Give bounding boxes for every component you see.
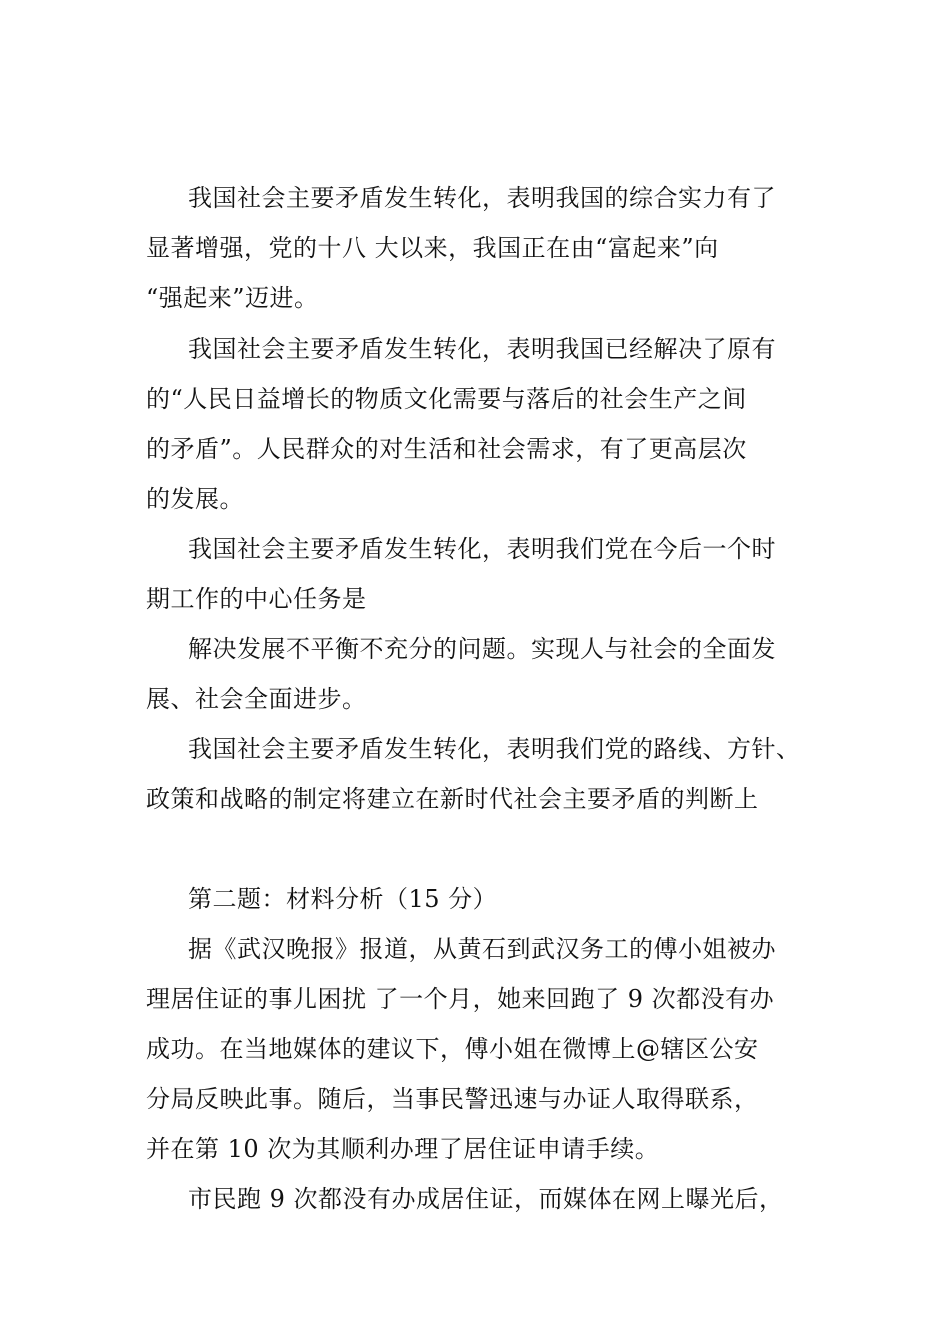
text-line: 分局反映此事。随后，当事民警迅速与办证人取得联系， [146, 1085, 759, 1113]
text-line: 我国社会主要矛盾发生转化，表明我们党的路线、方针、 [188, 735, 801, 763]
text-line: 政策和战略的制定将建立在新时代社会主要矛盾的判断上 [146, 785, 759, 813]
text-line: 据《武汉晚报》报道，从黄石到武汉务工的傅小姐被办 [188, 935, 776, 963]
text-line: 我国社会主要矛盾发生转化，表明我国已经解决了原有 [188, 335, 776, 363]
text-line: 成功。在当地媒体的建议下，傅小姐在微博上@辖区公安 [146, 1035, 759, 1063]
text-line: 显著增强，党的十八 大以来，我国正在由“富起来”向 [146, 234, 719, 262]
text-line: “强起来”迈进。 [146, 284, 319, 312]
section-heading: 第二题：材料分析（15 分） [188, 885, 498, 913]
text-line: 我国社会主要矛盾发生转化，表明我们党在今后一个时 [188, 535, 776, 563]
text-line: 市民跑 9 次都没有办成居住证，而媒体在网上曝光后， [188, 1185, 784, 1213]
text-line: 展、社会全面进步。 [146, 685, 367, 713]
text-line: 期工作的中心任务是 [146, 585, 367, 613]
text-line: 的发展。 [146, 485, 244, 513]
text-line: 理居住证的事儿困扰 了一个月，她来回跑了 9 次都没有办 [146, 985, 775, 1013]
text-line: 解决发展不平衡不充分的问题。实现人与社会的全面发 [188, 635, 776, 663]
text-line: 的“人民日益增长的物质文化需要与落后的社会生产之间 [146, 385, 747, 413]
text-line: 并在第 10 次为其顺利办理了居住证申请手续。 [146, 1135, 660, 1163]
text-line: 的矛盾”。人民群众的对生活和社会需求，有了更高层次 [146, 435, 747, 463]
text-line: 我国社会主要矛盾发生转化，表明我国的综合实力有了 [188, 184, 776, 212]
